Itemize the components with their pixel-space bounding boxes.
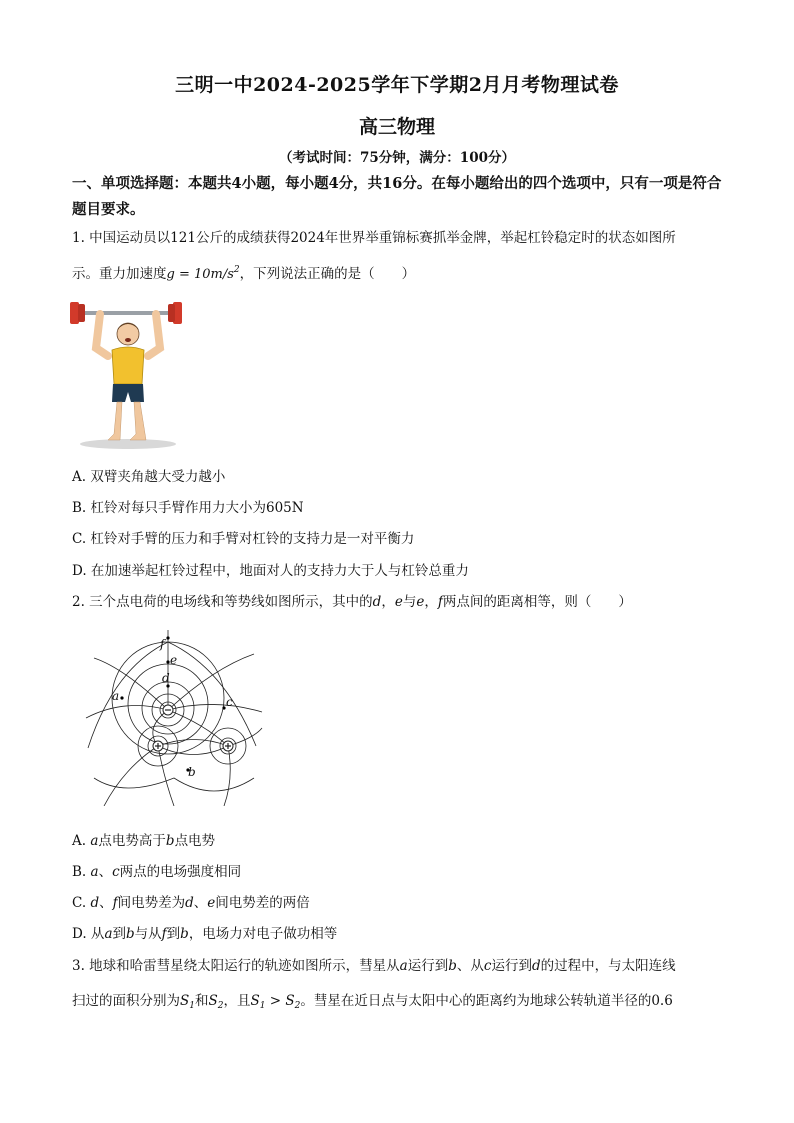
var-e2: e	[416, 594, 425, 610]
q2-option-d: D. 从a到b与从f到b，电场力对电子做功相等	[72, 926, 338, 942]
q2-stem-text-b: 两点间的距离相等，则（ ）	[442, 594, 632, 610]
q2-stem-text-a: 2. 三个点电荷的电场线和等势线如图所示，其中的	[72, 594, 373, 610]
gravity-formula-exponent: 2	[233, 265, 240, 275]
exam-info: （考试时间：75分钟，满分：100分）	[279, 150, 515, 166]
var-e: e	[394, 594, 403, 610]
q1-stem-line2	[72, 262, 415, 282]
page-subtitle: 高三物理	[358, 116, 435, 138]
gravity-formula-base: g = 10m/s	[166, 267, 234, 282]
label-c: c	[226, 695, 233, 709]
label-d: d	[162, 671, 170, 685]
label-f: f	[160, 637, 165, 651]
q1-option-c: C. 杠铃对手臂的压力和手臂对杠铃的支持力是一对平衡力	[72, 531, 415, 547]
weightlifter-figure	[70, 298, 185, 453]
q1-stem-line1: 1. 中国运动员以121公斤的成绩获得2024年世界举重锦标赛抓举金牌，举起杠铃稳定时的状态如图所	[72, 230, 676, 246]
label-b: b	[188, 765, 196, 779]
area-s2: $S_2$	[208, 993, 224, 1011]
q2-option-b: B. a、c两点的电场强度相同	[72, 864, 242, 880]
q2-stem	[72, 590, 632, 610]
q1-option-d: D. 在加速举起杠铃过程中，地面对人的支持力大于人与杠铃总重力	[72, 563, 469, 579]
q1-option-b: B. 杠铃对每只手臂作用力大小为605N	[72, 500, 304, 516]
label-a: a	[112, 689, 120, 703]
section-heading: 一、单项选择题：本题共4小题，每小题4分，共16分。在每小题给出的四个选项中，只有一项是符合题目要求。	[72, 175, 722, 218]
var-f: f	[437, 594, 443, 610]
var-d: d	[372, 594, 382, 610]
q3-stem-line1: 3. 地球和哈雷彗星绕太阳运行的轨迹如图所示，彗星从a运行到b、从c运行到d的过程中，与太阳连线	[72, 958, 676, 974]
label-e: e	[170, 653, 178, 667]
q2-option-a: A. a点电势高于b点电势	[72, 833, 216, 849]
q3-stem-line2: 扫过的面积分别为$S_1$和$S_2$，且$S_1 > S_2$。彗星在近日点与太阳中心的距离约为地球公转轨道半径的0.6	[72, 993, 673, 1011]
inequality-s2: $S_2$	[285, 993, 301, 1011]
q2-mid: 与	[402, 594, 417, 610]
q1-stem-prefix: 示。重力加速度	[72, 266, 167, 282]
electric-field-figure	[84, 628, 264, 806]
q2-sep1: ，	[381, 594, 395, 610]
gravity-formula	[167, 267, 240, 282]
q1-option-a: A. 双臂夹角越大受力越小	[72, 469, 226, 485]
q2-sep2: ，	[424, 594, 438, 610]
area-s1: $S_1$	[180, 993, 195, 1011]
q1-stem-suffix: ，下列说法正确的是（ ）	[239, 266, 416, 282]
q2-option-c: C. d、f间电势差为d、e间电势差的两倍	[72, 895, 310, 911]
page-title: 三明一中2024-2025学年下学期2月月考物理试卷	[175, 74, 619, 96]
inequality-s1: $S_1$	[250, 993, 266, 1011]
